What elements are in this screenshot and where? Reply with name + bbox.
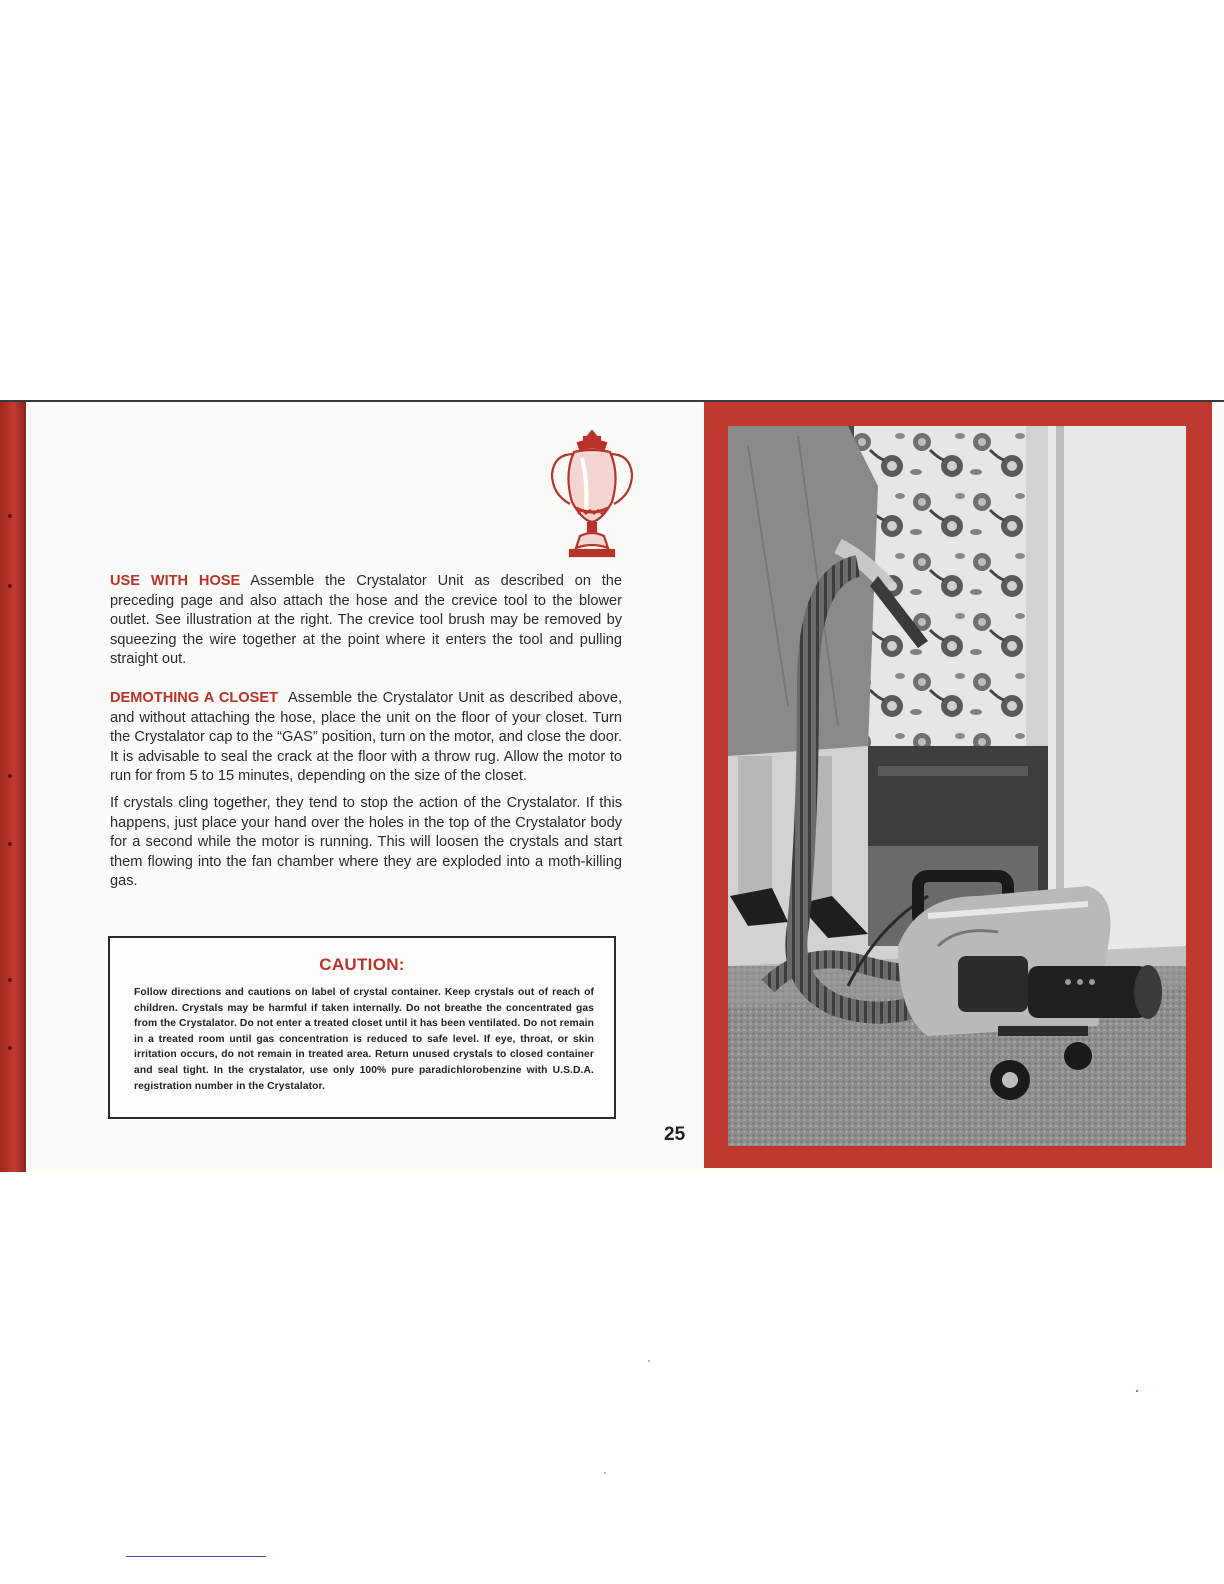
photo-illustration [728,426,1186,1146]
section-heading: DEMOTHING A CLOSET [110,689,279,706]
section-body: Assemble the Crystalator Unit as described on the preceding page and also attach the hose and the crevice tool to the blower outlet. See illustration at the right. The crevice tool brush may be removed by squeezing the wire together at the point where it enters the tool and pulling straight out. [110,573,622,668]
page-number: 25 [664,1124,686,1145]
section-use-with-hose [110,572,622,670]
binding-dot [8,774,12,778]
section-body: If crystals cling together, they tend to stop the action of the Crystalator. If this happens, just place your hand over the holes in the top of the Crystalator body for a second while the motor is running. This will loosen the crystals and start them flowing into the fan chamber where they are exploded into a moth-killing gas. [110,794,622,890]
section-heading: USE WITH HOSE [110,573,241,589]
caution-title: CAUTION: [319,955,405,974]
scan-speck [604,1472,606,1474]
scan-artifact-line [126,1556,266,1557]
photo-frame [704,402,1212,1168]
binding-dot [8,1046,12,1050]
binding-edge [0,402,26,1172]
binding-dot [8,842,12,846]
instruction-text [110,572,622,911]
vacuum-hose-photo [728,426,1186,1146]
binding-dot [8,584,12,588]
caution-body: Follow directions and cautions on label of crystal container. Keep crystals out of reach of children. Crystals may be harmful if taken internally. Do not breathe the concentrated gas from the Crystalator. Do not enter a treated closet until it has been ventilated. Do not remain in a treated room until gas concentration is reduced to safe level. If eye, throat, or skin irritation occurs, do not remain in treated area. Return unused crystals to closed container and seal tight. In the crystalator, use only 100% pure paradichlorobenzine with U.S.D.A. registration number in the Crystalator. [134,987,594,1092]
decorative-urn-icon [544,430,640,562]
caution-box [108,936,616,1119]
binding-dot [8,514,12,518]
section-body: Assemble the Crystalator Unit as described above, and without attaching the hose, place the unit on the floor of your closet. Turn the Crystalator cap to the “GAS” position, turn on the motor, and close the door. It is advisable to seal the crack at the floor with a throw rug. Allow the motor to run for from 5 to 15 minutes, depending on the size of the closet. [110,689,622,785]
scan-speck [648,1360,650,1362]
binding-dot [8,978,12,982]
booklet-spread [0,400,1224,1172]
section-crystals-cling [110,794,622,892]
section-demothing-closet [110,689,622,787]
scan-speck [1136,1390,1138,1392]
